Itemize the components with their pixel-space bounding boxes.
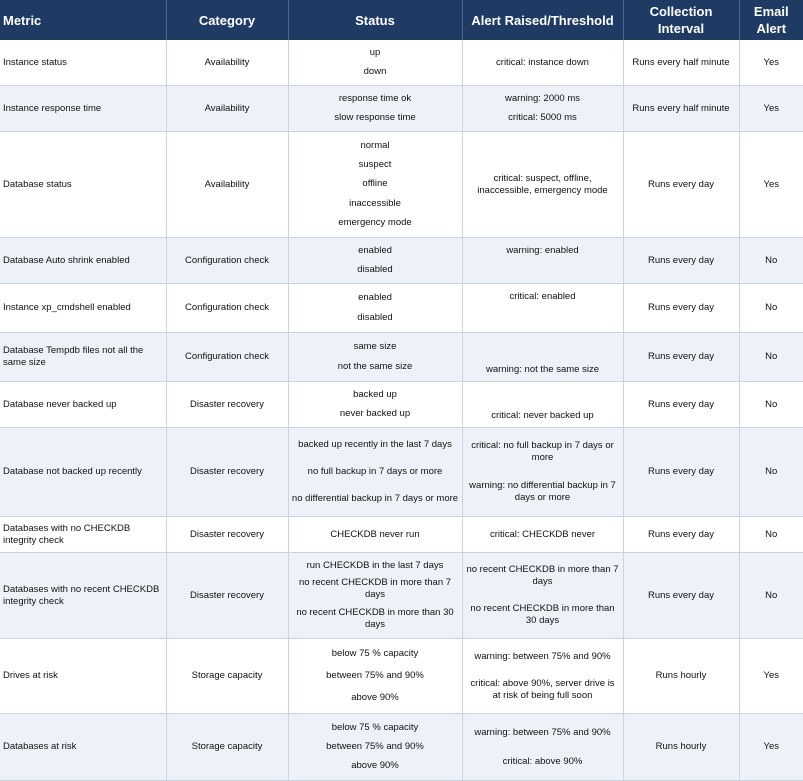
alert-threshold-cell [462,517,623,553]
alert-threshold-cell [462,132,623,238]
status-value: never backed up [339,407,411,419]
status-value: backed up [353,389,397,401]
status-value: offline [362,178,388,190]
status-cell [288,238,462,284]
alert-value: warning: enabled [506,245,579,256]
alert-threshold-cell [462,553,623,639]
table-row [0,382,803,428]
collection-interval-cell: Runs every half minute [623,86,739,132]
category-cell: Disaster recovery [166,382,288,428]
metric-cell: Databases with no recent CHECKDB integrity check [0,553,166,639]
status-cell [288,714,462,781]
alert-value: critical: CHECKDB never [489,528,596,540]
status-value: response time ok [338,93,412,105]
collection-interval-cell: Runs every day [623,238,739,284]
status-value: suspect [358,159,392,171]
table-row [0,714,803,781]
table-row [0,238,803,284]
table-row [0,40,803,86]
category-cell: Availability [166,132,288,238]
metric-cell: Drives at risk [0,639,166,714]
status-value: no recent CHECKDB in more than 30 days [296,607,454,631]
status-value: enabled [358,245,392,257]
alert-value: no recent CHECKDB in more than 7 days [466,564,619,588]
metric-cell: Instance response time [0,86,166,132]
email-alert-cell: Yes [739,639,803,714]
status-cell [288,382,462,428]
status-cell [288,517,462,553]
collection-interval-cell: Runs every day [623,382,739,428]
alert-value: critical: 5000 ms [508,111,577,123]
metric-cell: Databases with no CHECKDB integrity check [0,517,166,553]
status-value: below 75 % capacity [331,721,419,733]
category-cell: Configuration check [166,333,288,382]
status-cell [288,639,462,714]
header-email-alert: Email Alert [739,0,803,40]
alert-value: warning: 2000 ms [505,93,580,105]
table-row [0,428,803,517]
table-row [0,86,803,132]
metric-cell: Databases at risk [0,714,166,781]
collection-interval-cell: Runs every day [623,284,739,333]
alert-value: warning: not the same size [485,364,599,375]
status-value: below 75 % capacity [331,648,419,659]
category-cell: Configuration check [166,284,288,333]
collection-interval-cell: Runs every day [623,517,739,553]
alert-value: warning: between 75% and 90% [474,726,611,738]
category-cell: Storage capacity [166,714,288,781]
status-value: same size [353,341,397,352]
table-row [0,639,803,714]
header-collection-interval: Collection Interval [623,0,739,40]
email-alert-cell: Yes [739,132,803,238]
header-metric: Metric [0,0,166,40]
status-value: normal [360,139,390,151]
category-cell: Availability [166,86,288,132]
collection-interval-cell: Runs every half minute [623,40,739,86]
email-alert-cell: Yes [739,86,803,132]
alert-value: critical: instance down [496,56,589,68]
email-alert-cell: No [739,517,803,553]
alert-threshold-cell [462,428,623,517]
alert-threshold-cell [462,714,623,781]
header-status: Status [288,0,462,40]
table-row [0,284,803,333]
status-value: no differential backup in 7 days or more [291,492,459,504]
metric-cell: Instance status [0,40,166,86]
status-value: disabled [357,263,393,275]
status-value: above 90% [351,692,399,703]
status-value: run CHECKDB in the last 7 days [306,559,444,571]
table-row [0,553,803,639]
status-value: slow response time [334,111,416,123]
status-value: no full backup in 7 days or more [307,465,443,477]
status-value: between 75% and 90% [326,740,424,752]
status-cell [288,284,462,333]
category-cell: Storage capacity [166,639,288,714]
email-alert-cell: No [739,284,803,333]
status-value: up [369,47,381,59]
collection-interval-cell: Runs every day [623,132,739,238]
status-value: emergency mode [338,217,412,229]
alert-value: critical: never backed up [491,410,594,421]
header-category: Category [166,0,288,40]
alert-threshold-cell [462,238,623,284]
status-cell [288,132,462,238]
alert-value: critical: above 90% [502,755,583,767]
alert-threshold-cell [462,86,623,132]
metric-cell: Database Tempdb files not all the same size [0,333,166,382]
email-alert-cell: Yes [739,40,803,86]
alert-value: warning: no differential backup in 7 days or more [469,480,616,503]
alert-threshold-cell [462,40,623,86]
alert-threshold-cell [462,382,623,428]
table-row [0,132,803,238]
status-value: no recent CHECKDB in more than 7 days [298,577,452,601]
status-value: not the same size [337,361,413,372]
metric-cell: Database status [0,132,166,238]
status-cell [288,333,462,382]
category-cell: Availability [166,40,288,86]
metric-cell: Instance xp_cmdshell enabled [0,284,166,333]
collection-interval-cell: Runs every day [623,333,739,382]
header-alert-threshold: Alert Raised/Threshold [462,0,623,40]
alert-value: no recent CHECKDB in more than 30 days [470,602,615,626]
category-cell: Configuration check [166,238,288,284]
collection-interval-cell: Runs hourly [623,714,739,781]
collection-interval-cell: Runs hourly [623,639,739,714]
status-cell [288,428,462,517]
status-cell [288,40,462,86]
table-row [0,517,803,553]
alert-value: critical: suspect, offline, inaccessible, emergency mode [477,172,608,196]
email-alert-cell: No [739,333,803,382]
email-alert-cell: Yes [739,714,803,781]
alert-value: critical: above 90%, server drive is at risk of being full soon [470,677,615,701]
status-value: between 75% and 90% [326,670,424,681]
alert-value: warning: between 75% and 90% [474,650,611,662]
email-alert-cell: No [739,428,803,517]
metric-cell: Database never backed up [0,382,166,428]
category-cell: Disaster recovery [166,553,288,639]
email-alert-cell: No [739,382,803,428]
status-cell [288,86,462,132]
email-alert-cell: No [739,553,803,639]
status-value: CHECKDB never run [330,528,420,540]
status-value: disabled [357,312,393,323]
alert-threshold-cell [462,639,623,714]
status-value: enabled [358,292,392,303]
metric-cell: Database Auto shrink enabled [0,238,166,284]
status-cell [288,553,462,639]
table-row [0,333,803,382]
status-value: down [363,65,387,77]
collection-interval-cell: Runs every day [623,553,739,639]
status-value: backed up recently in the last 7 days [298,439,452,451]
category-cell: Disaster recovery [166,428,288,517]
alert-threshold-cell [462,284,623,333]
alert-threshold-cell [462,333,623,382]
header-row [0,0,803,40]
collection-interval-cell: Runs every day [623,428,739,517]
metric-cell: Database not backed up recently [0,428,166,517]
category-cell: Disaster recovery [166,517,288,553]
status-value: inaccessible [349,197,401,209]
email-alert-cell: No [739,238,803,284]
alert-value: critical: enabled [509,291,576,302]
status-value: above 90% [351,760,399,772]
alert-value: critical: no full backup in 7 days or more [471,440,614,463]
